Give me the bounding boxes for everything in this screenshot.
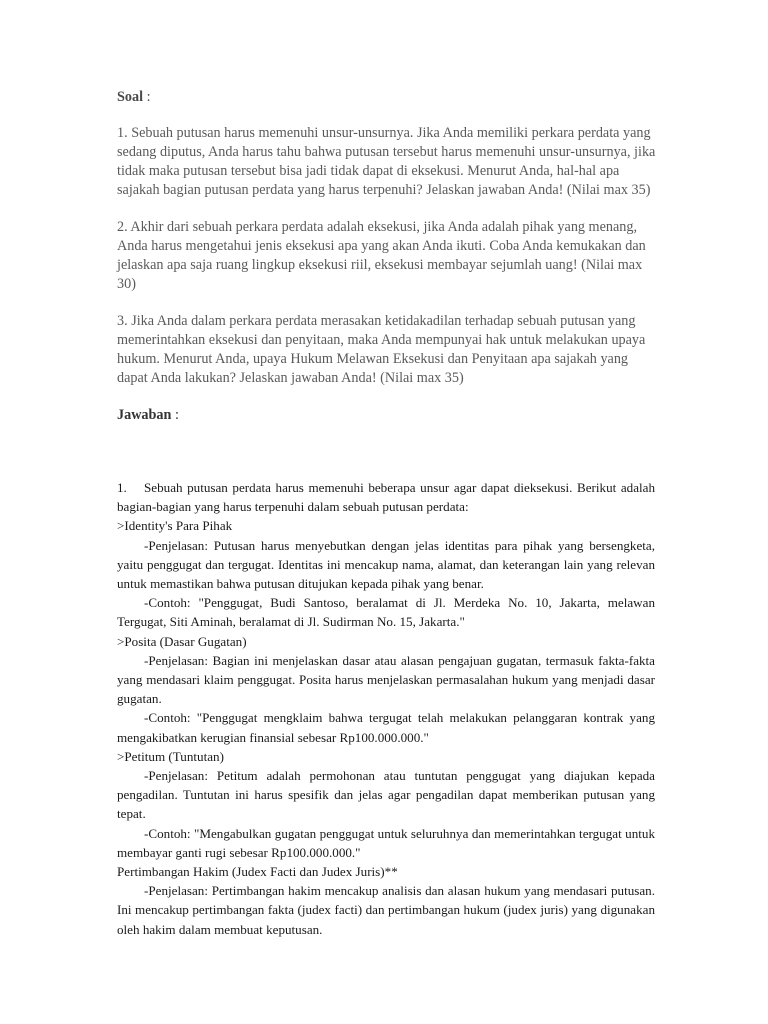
answer-number: 1. <box>117 480 127 495</box>
answer-intro <box>117 478 655 516</box>
jawaban-heading-colon: : <box>171 407 179 423</box>
item-contoh-posita: -Contoh: "Penggugat mengklaim bahwa tergugat telah melakukan pelanggaran kontrak yang mengakibatkan kerugian finansial sebesar Rp100.000.000." <box>117 710 655 745</box>
soal-heading <box>117 88 657 107</box>
question-3: 3. Jika Anda dalam perkara perdata merasakan ketidakadilan terhadap sebuah putusan yang memerintahkan eksekusi dan penyitaan, maka Anda mempunyai hak untuk melakukan upaya hukum. Menurut Anda, upaya Hukum Melawan Eksekusi dan Penyitaan apa sajakah yang dapat Anda lakukan? Jelaskan jawaban Anda! (Nilai max 35) <box>117 313 646 386</box>
jawaban-heading-text: Jawaban <box>117 407 172 423</box>
item-contoh-identity: -Contoh: "Penggugat, Budi Santoso, beralamat di Jl. Merdeka No. 10, Jakarta, melawan Tergugat, Siti Aminah, beralamat di Jl. Sudirman No. 15, Jakarta." <box>117 595 655 630</box>
answer-intro-text: Sebuah putusan perdata harus memenuhi beberapa unsur agar dapat dieksekusi. Berikut adalah bagian-bagian yang harus terpenuhi dalam sebuah putusan perdata: <box>117 480 655 515</box>
item-penjelasan-pertimbangan: -Penjelasan: Pertimbangan hakim mencakup analisis dan alasan hukum yang mendasari putusan. Ini mencakup pertimbangan fakta (judex facti) dan pertimbangan hukum (judex juris) yang digunakan oleh hakim dalam membuat keputusan. <box>117 883 655 937</box>
answer-section <box>117 478 655 939</box>
soal-heading-text: Soal <box>117 89 144 105</box>
item-title-pertimbangan: Pertimbangan Hakim (Judex Facti dan Judex Juris)** <box>117 864 398 880</box>
jawaban-heading <box>117 406 657 425</box>
item-title-identity: >Identity's Para Pihak <box>117 518 233 534</box>
item-title-posita: >Posita (Dasar Gugatan) <box>117 633 247 649</box>
question-2: 2. Akhir dari sebuah perkara perdata adalah eksekusi, jika Anda adalah pihak yang menang, Anda harus mengetahui jenis eksekusi apa yang akan Anda ikuti. Coba Anda kemukakan dan jelaskan apa saja ruang lingkup eksekusi riil, eksekusi membayar sejumlah uang! (Nilai max 30) <box>117 219 646 292</box>
item-contoh-petitum: -Contoh: "Mengabulkan gugatan penggugat untuk seluruhnya dan memerintahkan tergugat untuk membayar ganti rugi sebesar Rp100.000.000." <box>117 825 655 860</box>
question-1: 1. Sebuah putusan harus memenuhi unsur-unsurnya. Jika Anda memiliki perkara perdata yang sedang diputus, Anda harus tahu bahwa putusan tersebut harus memenuhi unsur-unsurnya, jika tidak maka putusan tersebut bisa jadi tidak dapat di eksekusi. Menurut Anda, hal-hal apa sajakah bagian putusan perdata yang harus terpenuhi? Jelaskan jawaban Anda! (Nilai max 35) <box>117 125 656 198</box>
item-penjelasan-identity: -Penjelasan: Putusan harus menyebutkan dengan jelas identitas para pihak yang bersengketa, yaitu penggugat dan tergugat. Identitas ini mencakup nama, alamat, dan keterangan lain yang relevan untuk memastikan bahwa putusan ditujukan kepada pihak yang benar. <box>117 537 655 592</box>
item-penjelasan-petitum: -Penjelasan: Petitum adalah permohonan atau tuntutan penggugat yang diajukan kepada pengadilan. Tuntutan ini harus spesifik dan jelas agar pengadilan dapat memberikan putusan yang tepat. <box>117 768 655 822</box>
soal-heading-colon: : <box>143 89 151 105</box>
item-penjelasan-posita: -Penjelasan: Bagian ini menjelaskan dasar atau alasan pengajuan gugatan, termasuk fakta-fakta yang mendasari klaim penggugat. Posita harus menjelaskan permasalahan hukum yang menjadi dasar gugatan. <box>117 652 655 707</box>
question-section <box>117 88 657 425</box>
item-title-petitum: >Petitum (Tuntutan) <box>117 748 224 764</box>
